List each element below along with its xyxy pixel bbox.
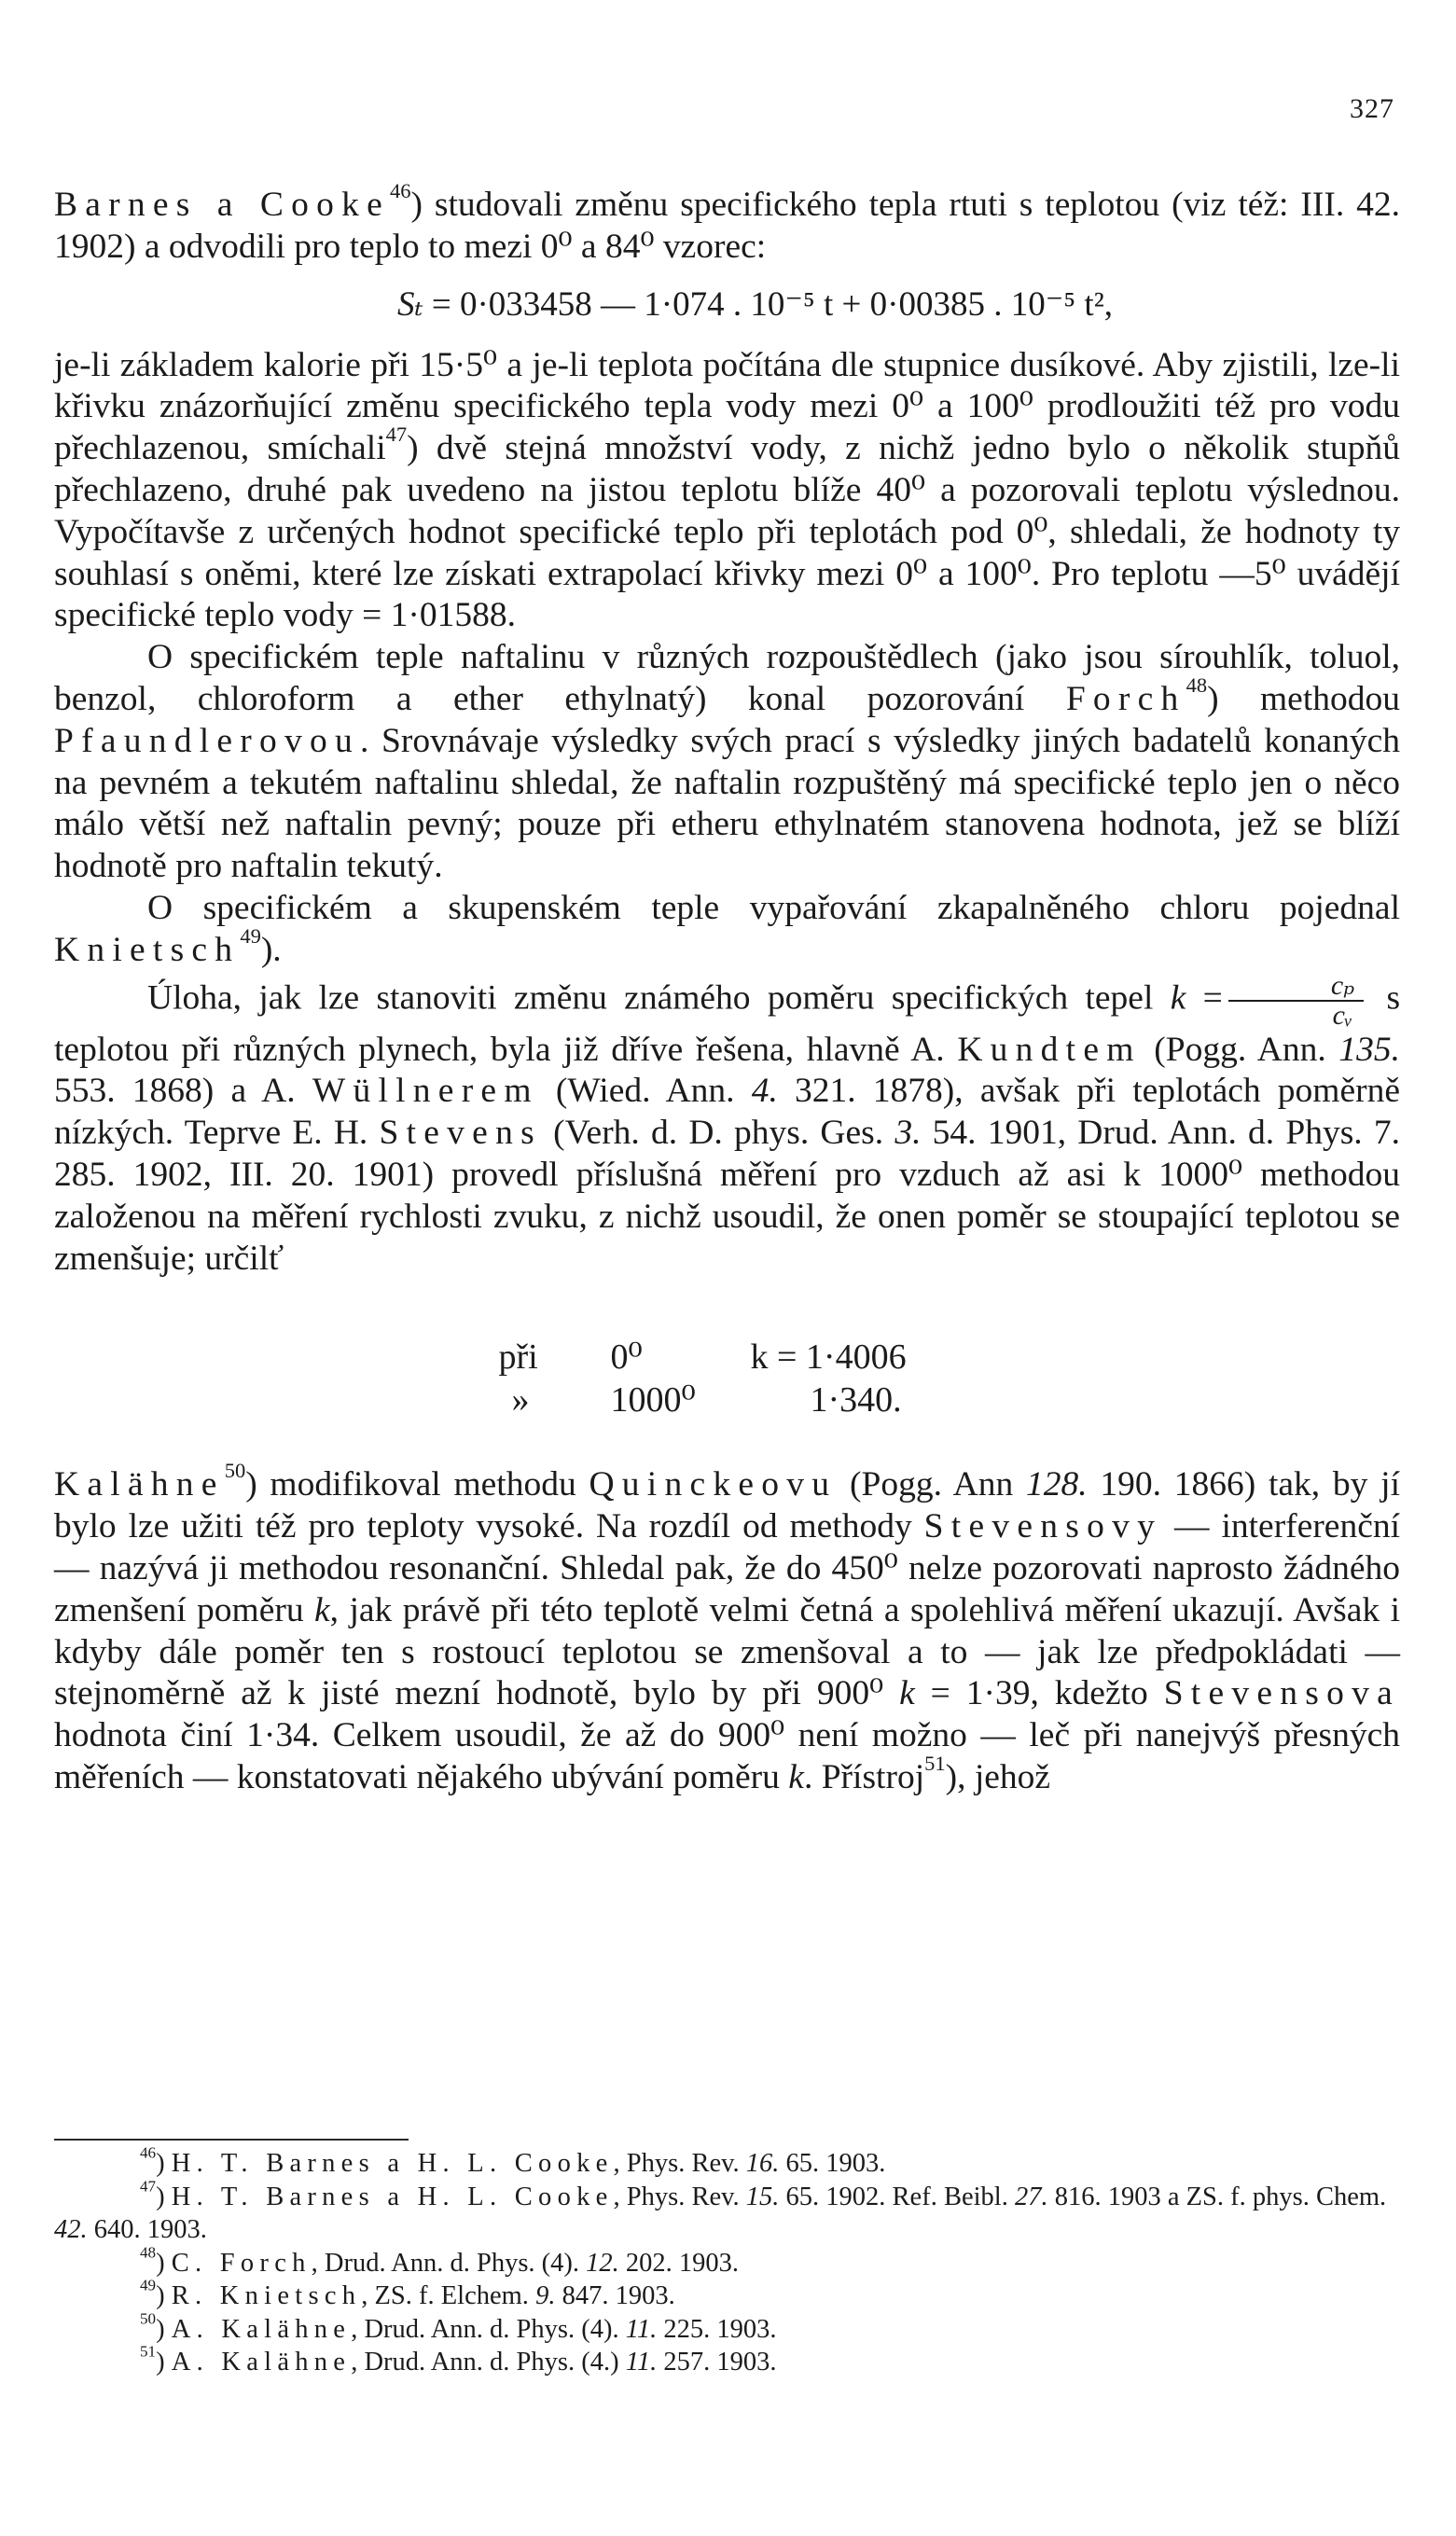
footnote-46: $^{46}$) H. T. Barnes a H. L. Cooke, Phys. Rev. 16. 65. 1903.	[140, 2143, 886, 2178]
paragraph-chlorine: O specifickém a skupenském teple vypařování zkapalněného chloru pojednal Knietsch$^{49}$).	[54, 888, 1400, 969]
table-cell: »	[511, 1380, 530, 1420]
footnotes	[54, 2143, 1400, 2379]
author-name: Stevensova	[1163, 1674, 1401, 1713]
footnote-49: $^{49}$) R. Knietsch, ZS. f. Elchem. 9. 847. 1903.	[140, 2276, 675, 2310]
stevens-results-table	[54, 1336, 1400, 1421]
method-name: Quinckeovu	[589, 1465, 838, 1504]
footnote-ref: 48	[1186, 672, 1208, 697]
paragraph-barnes-cooke: Barnes a Cooke$^{46}$) studovali změnu specifického tepla rtuti s teplotou (viz též: III. 42. 1902) a odvodili pro teplo to mezi 0⁰ a 84⁰ vzorec:	[54, 178, 1400, 266]
author-name: Wüllnerem	[312, 1072, 539, 1111]
table-cell: 1000⁰	[610, 1380, 696, 1420]
page-number: 327	[1350, 93, 1394, 124]
author-name: Forch	[1065, 679, 1186, 718]
paragraph-naphthalene: O specifickém teple naftalinu v různých rozpouštědlech (jako jsou sírouhlík, toluol, benzol, chloroform a ether ethylnatý) konal pozorování Forch$^{48}$) methodou Pfaundlerovou. Srovnávaje výsledky svých prací s výsledky jiných badatelů konaných na pevném a tekutém naftalinu shledal, že naftalin rozpuštěný má specifické teplo jen o něco málo větší než naftalin pevný; pouze při etheru ethylnatém stanovena hodnota, jež se blíží hodnotě pro naftalin tekutý.	[54, 638, 1400, 886]
footnote-50: $^{50}$) A. Kalähne, Drud. Ann. d. Phys. (4). 11. 225. 1903.	[140, 2308, 777, 2344]
footnote-47: $^{47}$) H. T. Barnes a H. L. Cooke, Phys. Rev. 15. 65. 1902. Ref. Beibl. 27. 816. 1903 a ZS. f. phys. Chem. 42. 640. 1903.	[54, 2176, 1387, 2244]
method-name: Stevensovy	[923, 1507, 1163, 1546]
footnote-ref: 47	[385, 423, 408, 447]
paragraph-kalahne: Kalähne$^{50}$) modifikoval methodu Quinckeovu (Pogg. Ann 128. 190. 1866) tak, by jí bylo lze užiti též pro teploty vysoké. Na rozdíl od methody Stevensovy — interferenční — nazývá ji methodou resonanční. Shledal pak, že do 450⁰ nelze pozorovati naprosto žádného zmenšení poměru k, jak právě při této teplotě velmi četná a spolehlivá měření ukazují. Avšak i kdyby dále poměr ten s rostoucí teplotou se zmenšoval a to — jak lze předpokládati — stejnoměrně až k jisté mezní hodnotě, bylo by při 900⁰ k = 1·39, kdežto Stevensova hodnota činí 1·34. Celkem usoudil, že až do 900⁰ není možno — leč při nanejvýš přesných měřeních — konstatovati nějakého ubývání poměru k. Přístroj$^{51}$), jehož	[54, 1459, 1401, 1796]
paragraph-specific-heat-ratio: Úloha, jak lze stanoviti změnu známého poměru specifických tepel k = $\frac{\text{cₚ}}{\text{cᵥ}}$ s teplotou při různých plynech, byla již dříve řešena, hlavně A. Kundtem (Pogg. Ann. 135. 553. 1868) a A. Wüllnerem (Wied. Ann. 4. 321. 1878), avšak při teplotách poměrně nízkých. Teprve E. H. Stevens (Verh. d. D. phys. Ges. 3. 54. 1901, Drud. Ann. d. Phys. 7. 285. 1902, III. 20. 1901) provedl příslušná měření pro vzduch až asi k 1000⁰ methodou založenou na měření rychlosti zvuku, z nichž usoudil, že onen poměr se stoupající teplotou se zmenšuje; určilť	[54, 969, 1401, 1278]
author-name: Stevens	[379, 1114, 542, 1153]
footnote-48: $^{48}$) C. Forch, Drud. Ann. d. Phys. (4). 12. 202. 1903.	[140, 2242, 740, 2278]
table-cell: k = 1·4006	[750, 1337, 907, 1378]
fraction-cp-cv: $\frac{\text{cₚ}}{\text{cᵥ}}$	[1228, 972, 1364, 1030]
paragraph-water-supercooled: je-li základem kalorie při 15·5⁰ a je-li teplota počítána dle stupnice dusíkové. Aby zjistili, lze-li křivku znázorňující změnu specifického tepla vody mezi 0⁰ a 100⁰ prodloužiti též pro vodu přechlazenou, smíchali$^{47}$) dvě stejná množství vody, z nichž jedno bylo o několik stupňů přechlazeno, druhé pak uvedeno na jistou teplotu blíže 40⁰ a pozorovali teplotu výslednou. Vypočítavše z určených hodnot specifické teplo při teplotách pod 0⁰, shledali, že hodnoty ty souhlasí s oněmi, které lze získati extrapolací křivky mezi 0⁰ a 100⁰. Pro teplotu —5⁰ uvádějí specifické teplo vody = 1·01588.	[54, 345, 1400, 635]
table-cell: 1·340.	[810, 1380, 902, 1420]
table-cell: při	[498, 1337, 538, 1378]
footnote-divider	[54, 2139, 409, 2141]
footnote-ref: 49	[240, 923, 261, 948]
footnote-ref: 50	[224, 1459, 246, 1483]
method-name: Pfaundlerovou	[54, 721, 361, 760]
body-text	[54, 178, 1401, 1799]
formula-specific-heat-mercury: Sₜ = 0·033458 — 1·074 . 10⁻⁵ t + 0·00385 . 10⁻⁵ t²,	[396, 284, 1114, 324]
footnote-ref: 46	[390, 178, 411, 202]
author-name: Kalähne	[54, 1465, 225, 1504]
footnote-51: $^{51}$) A. Kalähne, Drud. Ann. d. Phys. (4.) 11. 257. 1903.	[140, 2342, 777, 2377]
author-name: Kundtem	[957, 1030, 1142, 1069]
footnote-ref: 51	[924, 1751, 946, 1775]
author-name: Barnes a Cooke	[54, 186, 391, 224]
author-name: Knietsch	[54, 930, 241, 969]
table-cell: 0⁰	[610, 1337, 643, 1378]
